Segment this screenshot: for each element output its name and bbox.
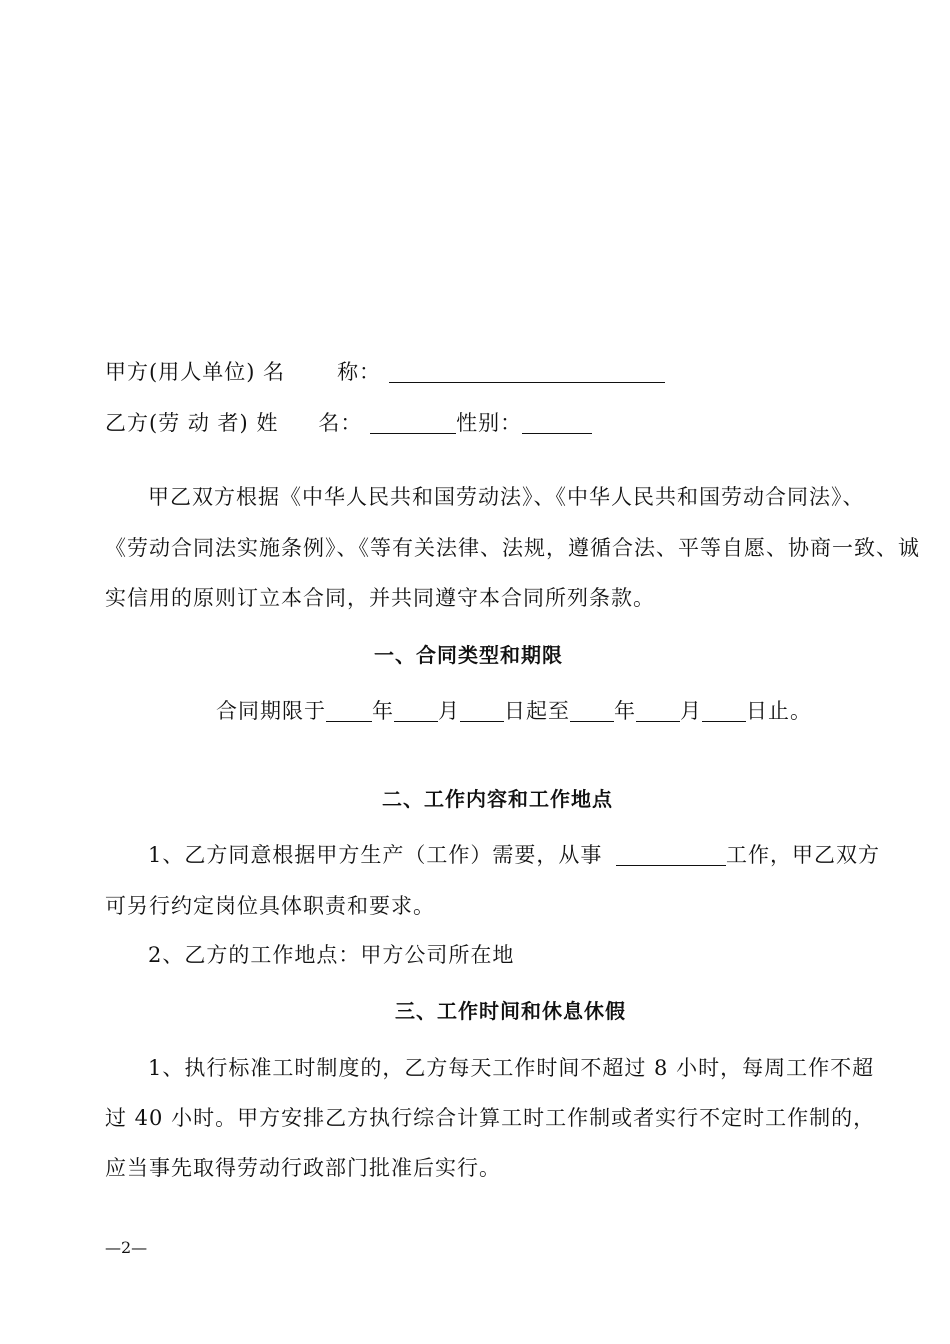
section-1-title: 一、合同类型和期限 [374, 643, 563, 667]
party-a-line [105, 362, 665, 383]
end-year-field[interactable] [570, 703, 614, 722]
month-label: 月 [438, 699, 460, 723]
job-clause-text: 1、乙方同意根据甲方生产（工作）需要，从事 [148, 843, 603, 867]
start-year-field[interactable] [326, 703, 372, 722]
start-month-field[interactable] [394, 703, 438, 722]
section-3-item-1-line-3: 应当事先取得劳动行政部门批准后实行。 [105, 1156, 501, 1180]
section-2-item-2: 2、乙方的工作地点：甲方公司所在地 [148, 943, 515, 967]
preamble-line-1: 甲乙双方根据《中华人民共和国劳动法》、《中华人民共和国劳动合同法》、 [148, 485, 865, 509]
preamble-line-3: 实信用的原则订立本合同，并共同遵守本合同所列条款。 [105, 586, 655, 610]
party-b-name-field[interactable] [370, 415, 456, 434]
section-2-title: 二、工作内容和工作地点 [382, 787, 613, 811]
contract-term-line [216, 701, 812, 722]
section-3-item-1-line-2: 过 40 小时。甲方安排乙方执行综合计算工时工作制或者实行不定时工作制的， [105, 1106, 876, 1130]
term-prefix: 合同期限于 [216, 699, 326, 723]
job-clause-text-2: 工作，甲乙双方 [726, 843, 881, 867]
section-3-item-1-line-1: 1、执行标准工时制度的，乙方每天工作时间不超过 8 小时，每周工作不超 [148, 1056, 875, 1080]
preamble-line-2: 《劳动合同法实施条例》、《等有关法律、法规，遵循合法、平等自愿、协商一致、诚 [105, 536, 920, 560]
page-number: —2— [105, 1238, 148, 1257]
party-a-label: 甲方(用人单位) 名 [105, 360, 286, 384]
job-title-field[interactable] [616, 847, 726, 866]
day-end-label: 日止。 [746, 699, 812, 723]
party-b-label2: 名： [318, 411, 363, 435]
month-label-2: 月 [680, 699, 702, 723]
section-2-item-1-line-1 [148, 845, 880, 866]
year-label-2: 年 [614, 699, 636, 723]
party-a-label2: 称： [337, 360, 382, 384]
start-day-field[interactable] [460, 703, 504, 722]
section-3-title: 三、工作时间和休息休假 [395, 999, 626, 1023]
party-b-line [105, 413, 592, 434]
section-2-item-1-line-2: 可另行约定岗位具体职责和要求。 [105, 894, 435, 918]
end-month-field[interactable] [636, 703, 680, 722]
gender-label: 性别： [456, 411, 523, 435]
party-a-name-field[interactable] [389, 364, 665, 383]
party-b-label: 乙方(劳 动 者) 姓 [105, 411, 279, 435]
gender-field[interactable] [522, 415, 592, 434]
day-from-label: 日起至 [504, 699, 570, 723]
end-day-field[interactable] [702, 703, 746, 722]
year-label: 年 [372, 699, 394, 723]
